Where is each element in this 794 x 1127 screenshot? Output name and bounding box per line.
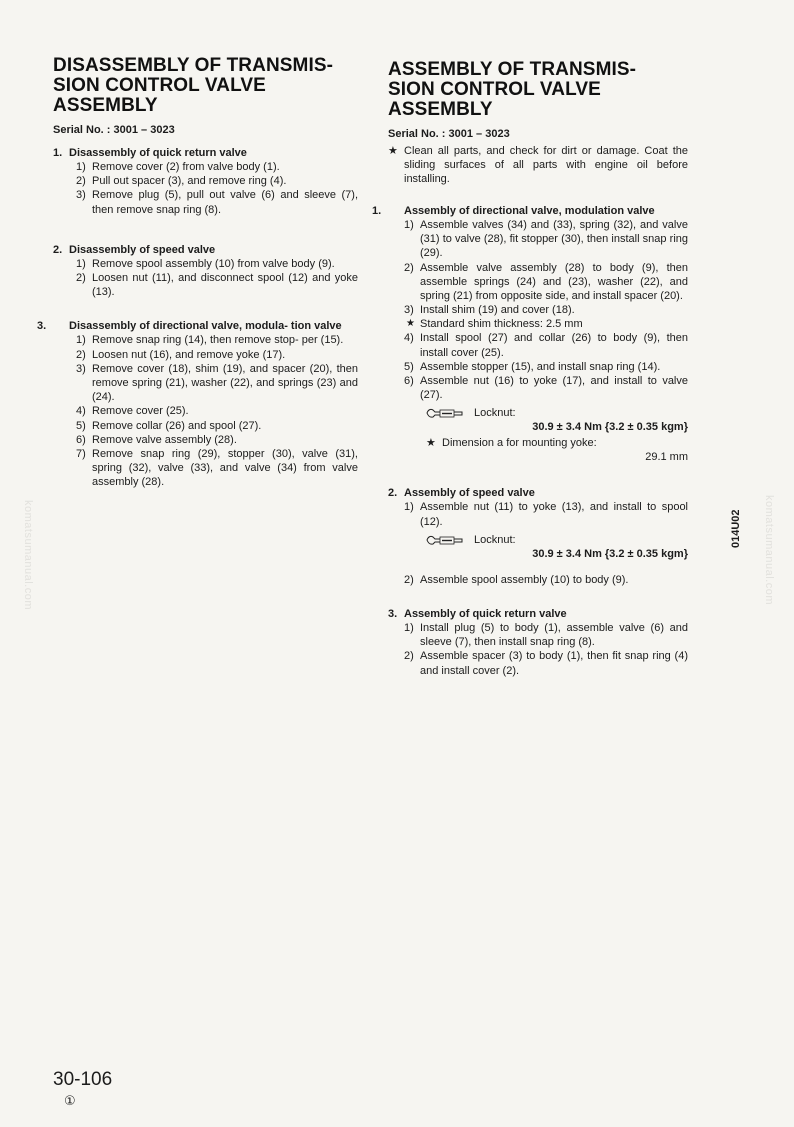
step-item: 2) Loosen nut (16), and remove yoke (17). <box>76 348 286 361</box>
step-list <box>53 160 358 217</box>
step-list <box>388 218 688 317</box>
section-title: 2. Disassembly of speed valve <box>53 243 216 256</box>
step-item: 2) Pull out spacer (3), and remove ring (4). <box>76 175 287 188</box>
step-item: 6) Remove valve assembly (28). <box>76 433 237 446</box>
step-item: 3) Remove cover (18), shim (19), and spacer (20), then remove spring (21), washer (22), and springs (23) and (24). <box>76 362 358 404</box>
step-item: 1) Assemble nut (11) to yoke (13), and install to spool (12). <box>404 501 688 528</box>
step-list <box>388 621 688 678</box>
torque-spec <box>426 533 688 561</box>
watermark-left: komatsumanual.com <box>22 500 34 610</box>
step-item: 4) Install spool (27) and collar (26) to body (9), then install cover (25). <box>404 332 688 359</box>
step-item: 1) Remove cover (2) from valve body (1). <box>76 161 280 173</box>
section-speed-valve-assembly <box>388 486 688 587</box>
dimension-value: 29.1 mm <box>645 451 688 464</box>
wrench-kgm-icon <box>426 407 464 419</box>
section-quick-return-assembly <box>388 607 688 678</box>
watermark-right: komatsumanual.com <box>763 495 775 605</box>
step-item: 2) Assemble spool assembly (10) to body (9). <box>404 573 629 586</box>
step-item: 1) Remove snap ring (14), then remove stop- per (15). <box>76 334 344 347</box>
step-item: 4) Remove cover (25). <box>76 405 189 418</box>
step-item: 7) Remove snap ring (29), stopper (30), valve (31), spring (32), valve (33), and valve (34) from valve assembly (28). <box>76 448 358 489</box>
step-list <box>53 333 358 489</box>
wrench-kgm-icon <box>426 534 464 546</box>
step-item: 3) Install shim (19) and cover (18). <box>404 304 575 317</box>
disassembly-heading: DISASSEMBLY OF TRANSMIS- SION CONTROL VALVE ASSEMBLY <box>53 55 334 116</box>
step-item: 2) Assemble valve assembly (28) to body (9), then assemble springs (24) and (23), washer (22), and spring (21) from opposite side, and install spacer (20). <box>404 261 688 303</box>
cleaning-note: ★ Clean all parts, and check for dirt or damage. Coat the sliding surfaces of all parts with engine oil before installing. <box>388 145 688 185</box>
section-title: 2. Assembly of speed valve <box>388 487 535 500</box>
section-title: 1. Assembly of directional valve, modulation valve <box>372 205 655 217</box>
step-item: 2) Loosen nut (11), and disconnect spool (12) and yoke (13). <box>76 272 358 299</box>
step-list <box>53 257 358 300</box>
serial-number: Serial No. : 3001 – 3023 <box>53 124 175 136</box>
step-item: 1) Remove spool assembly (10) from valve body (9). <box>76 257 335 270</box>
torque-label: Locknut: <box>474 407 516 420</box>
section-title: 1. Disassembly of quick return valve <box>53 147 247 159</box>
section-speed-valve-disassembly <box>53 243 358 300</box>
torque-spec <box>426 406 688 434</box>
shim-thickness-note: ★ Standard shim thickness: 2.5 mm <box>406 318 583 331</box>
torque-value: 30.9 ± 3.4 Nm {3.2 ± 0.35 kgm} <box>532 547 688 560</box>
torque-value: 30.9 ± 3.4 Nm {3.2 ± 0.35 kgm} <box>532 421 688 434</box>
step-item: 5) Remove collar (26) and spool (27). <box>76 419 262 432</box>
dimension-note: ★ Dimension a for mounting yoke: 29.1 mm <box>426 437 688 464</box>
torque-label: Locknut: <box>474 533 516 546</box>
star-icon: ★ <box>388 145 398 157</box>
section-directional-valve-disassembly <box>37 319 358 489</box>
star-icon: ★ <box>406 318 415 330</box>
section-title: 3. Disassembly of directional valve, modula- tion valve <box>37 320 342 333</box>
step-item: 5) Assemble stopper (15), and install snap ring (14). <box>404 360 661 373</box>
serial-number: Serial No. : 3001 – 3023 <box>388 128 510 140</box>
step-list <box>388 500 688 528</box>
left-column <box>37 55 358 510</box>
step-item: 1) Install plug (5) to body (1), assemble valve (6) and sleeve (7), then install snap ring (8). <box>404 622 688 649</box>
section-directional-valve-assembly <box>372 204 688 464</box>
revision-mark: ① <box>64 1093 76 1108</box>
page-number: 30-106 <box>53 1069 113 1090</box>
step-list <box>388 331 688 402</box>
step-item: 6) Assemble nut (16) to yoke (17), and install to valve (27). <box>404 375 688 402</box>
figure-code: 014U02 <box>730 509 742 548</box>
step-item: 3) Remove plug (5), pull out valve (6) and sleeve (7), then remove snap ring (8). <box>76 189 358 216</box>
section-title: 3. Assembly of quick return valve <box>388 608 567 621</box>
step-item: 2) Assemble spacer (3) to body (1), then fit snap ring (4) and install cover (2). <box>404 650 688 677</box>
step-item: 1) Assemble valves (34) and (33), spring (32), and valve (31) to valve (28), fit stopper (30), then install snap ring (29). <box>404 219 688 260</box>
star-icon: ★ <box>426 437 436 450</box>
assembly-heading: ASSEMBLY OF TRANSMIS- SION CONTROL VALVE ASSEMBLY <box>388 59 637 120</box>
section-quick-return-disassembly <box>53 146 358 217</box>
right-column <box>372 59 688 698</box>
step-list <box>388 573 688 587</box>
